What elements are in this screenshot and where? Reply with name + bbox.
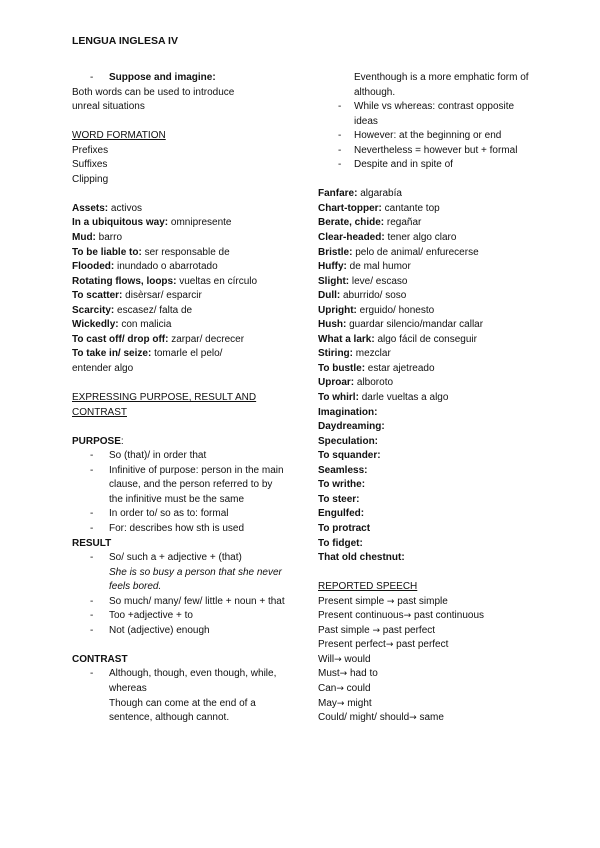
left-column (72, 71, 287, 726)
vocab-entry: To whirl: darle vueltas a algo (318, 392, 449, 404)
result-heading: RESULT (72, 537, 112, 549)
purpose-item: - For: describes how sth is used (72, 522, 287, 537)
contrast-item: - While vs whereas: contrast opposite ideas (318, 100, 540, 129)
arrow-icon: → (403, 611, 412, 622)
vocab-entry: To cast off/ drop off: zarpar/ decrecer (72, 333, 245, 345)
expressing-heading: EXPRESSING PURPOSE, RESULT AND (72, 392, 257, 404)
word-formation-item: Prefixes (72, 144, 109, 156)
reported-speech-rule: Present continuous→ past continuous (318, 610, 484, 622)
vocab-entry: In a ubiquitous way: omnipresente (72, 217, 232, 229)
vocab-entry: Rotating flows, loops: vueltas en círculo (72, 275, 258, 287)
result-item: - Not (adjective) enough (72, 624, 287, 639)
vocab-entry: To scatter: disèrsar/ esparcir (72, 290, 202, 302)
suppose-text: unreal situations (72, 101, 145, 113)
right-column (318, 71, 540, 726)
suppose-heading-item (72, 71, 287, 86)
reported-speech-heading: REPORTED SPEECH (318, 581, 418, 593)
bullet-dash: - (90, 508, 94, 520)
contrast-item: - Despite and in spite of (318, 158, 540, 173)
vocab-entry: Wickedly: con malicia (72, 319, 172, 331)
reported-speech-rule: Could/ might/ should→ same (318, 712, 444, 724)
vocab-entry: Scarcity: escasez/ falta de (72, 304, 193, 316)
vocab-entry: Uproar: alboroto (318, 377, 394, 389)
bullet-dash: - (90, 668, 94, 680)
purpose-item: - Infinitive of purpose: person in the main clause, and the person referred to by the infinitive must be the same (72, 464, 287, 508)
bullet-dash: - (338, 130, 342, 142)
vocab-entry: Bristle: pelo de animal/ enfurecerse (318, 246, 479, 258)
purpose-heading: PURPOSE: (72, 435, 124, 447)
suppose-text: Both words can be used to introduce (72, 86, 235, 98)
purpose-item: - So (that)/ in order that (72, 449, 287, 464)
eventhough-note: Eventhough is a more emphatic form of although. (354, 72, 529, 98)
reported-speech-rule: Will→ would (318, 653, 371, 665)
vocab-entry: To squander: (318, 450, 381, 462)
reported-speech-rule: Can→ could (318, 682, 371, 694)
vocab-entry: Speculation: (318, 435, 379, 447)
word-formation-item: Clipping (72, 173, 109, 185)
vocab-entry: To take in/ seize: tomarle el pelo/ (72, 348, 223, 360)
vocab-entry: Huffy: de mal humor (318, 261, 411, 273)
contrast-item: - However: at the beginning or end (318, 129, 540, 144)
arrow-icon: → (339, 669, 348, 680)
vocab-entry: To protract (318, 522, 371, 534)
arrow-icon: → (386, 596, 395, 607)
bullet-dash: - (90, 522, 94, 534)
vocab-entry: To bustle: estar ajetreado (318, 362, 435, 374)
reported-speech-rule: May→ might (318, 697, 372, 709)
bullet-dash: - (90, 624, 94, 636)
purpose-item: - In order to/ so as to: formal (72, 507, 287, 522)
result-item: - Too +adjective + to (72, 609, 287, 624)
vocab-entry: To steer: (318, 493, 360, 505)
vocab-entry: Dull: aburrido/ soso (318, 290, 407, 302)
vocab-entry: What a lark: algo fácil de conseguir (318, 333, 477, 345)
arrow-icon: → (336, 683, 344, 694)
vocab-entry-continuation: entender algo (72, 362, 134, 374)
vocab-entry: Flooded: inundado o abarrotado (72, 261, 218, 273)
vocab-entry: To writhe: (318, 479, 366, 491)
bullet-dash: - (338, 101, 342, 113)
vocab-entry: Seamless: (318, 464, 368, 476)
expressing-heading: CONTRAST (72, 406, 127, 418)
vocab-entry: Clear-headed: tener algo claro (318, 232, 457, 244)
bullet-dash: - (90, 552, 94, 564)
reported-speech-rule: Present simple → past simple (318, 595, 448, 607)
vocab-entry: Assets: activos (72, 202, 143, 214)
vocab-entry: Upright: erguido/ honesto (318, 304, 435, 316)
vocab-entry: Slight: leve/ escaso (318, 275, 408, 287)
contrast-item: - Although, though, even though, while, whereas (72, 667, 287, 696)
vocab-entry: Engulfed: (318, 508, 365, 520)
arrow-icon: → (372, 625, 381, 636)
result-item: - So/ such a + adjective + (that) (72, 551, 287, 566)
page-title: LENGUA INGLESA IV (72, 35, 178, 47)
vocab-entry: To fidget: (318, 537, 363, 549)
bullet-dash: - (90, 595, 94, 607)
reported-speech-rule: Must→ had to (318, 668, 378, 680)
contrast-heading: CONTRAST (72, 653, 128, 665)
vocab-entry: Imagination: (318, 406, 378, 418)
vocab-entry: Daydreaming: (318, 421, 385, 433)
bullet-dash: - (90, 450, 94, 462)
arrow-icon: → (409, 713, 417, 724)
vocab-entry: Stiring: mezclar (318, 348, 391, 360)
reported-speech-rule: Past simple → past perfect (318, 624, 436, 636)
word-formation-item: Suffixes (72, 159, 108, 171)
contrast-note: Though can come at the end of a sentence, although cannot. (109, 697, 256, 724)
contrast-item: - Nevertheless = however but + formal (318, 144, 540, 159)
reported-speech-rule: Present perfect→ past perfect (318, 639, 449, 651)
word-formation-heading: WORD FORMATION (72, 130, 166, 142)
bullet-dash: - (90, 464, 94, 476)
bullet-dash: - (90, 610, 94, 622)
vocab-entry: Mud: barro (72, 232, 123, 244)
bullet-dash: - (338, 159, 342, 171)
result-item: - So much/ many/ few/ little + noun + that (72, 595, 287, 610)
vocab-entry: Fanfare: algarabía (318, 188, 402, 200)
vocab-entry: To be liable to: ser responsable de (72, 246, 230, 258)
result-example: She is so busy a person that she never feels bored. (109, 566, 282, 593)
vocab-entry: Chart-topper: cantante top (318, 202, 440, 214)
bullet-dash: - (338, 144, 342, 156)
suppose-heading: Suppose and imagine: (109, 72, 216, 83)
arrow-icon: → (334, 654, 342, 665)
vocab-entry: Hush: guardar silencio/mandar callar (318, 319, 484, 331)
vocab-entry: Berate, chide: regañar (318, 217, 422, 229)
bullet-dash: - (90, 72, 94, 83)
arrow-icon: → (336, 698, 345, 709)
arrow-icon: → (385, 640, 394, 651)
vocab-entry: That old chestnut: (318, 552, 405, 564)
